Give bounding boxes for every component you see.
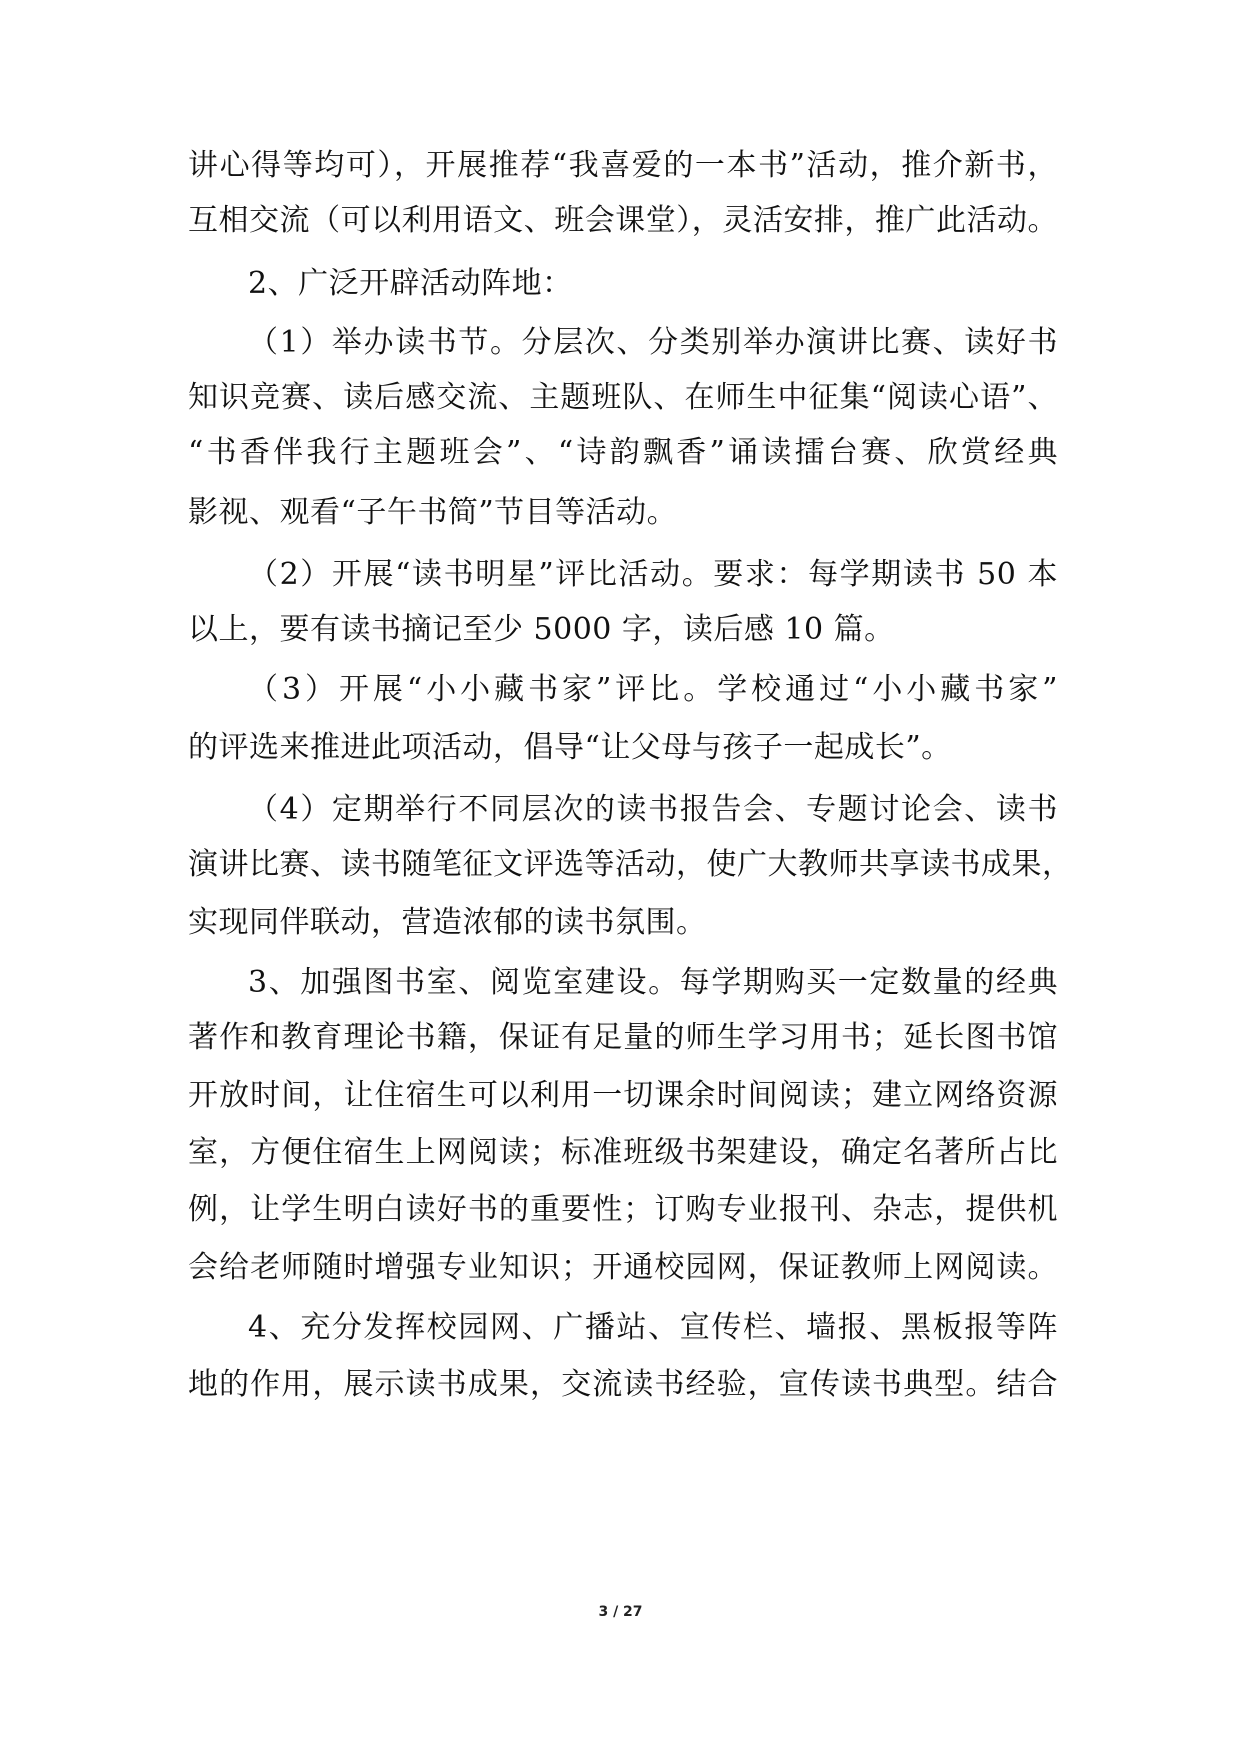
- text-line: 互相交流（可以利用语文、班会课堂），灵活安排，推广此活动。: [188, 203, 1058, 238]
- section-heading: 2、广泛开辟活动阵地：: [248, 266, 573, 301]
- text-line: （1）举办读书节。分层次、分类别举办演讲比赛、读好书: [248, 325, 1058, 360]
- text-line: （3）开展“小小藏书家”评比。学校通过“小小藏书家”: [248, 672, 1058, 707]
- text-line: 例，让学生明白读好书的重要性；订购专业报刊、杂志，提供机: [188, 1192, 1058, 1227]
- text-line: 的评选来推进此项活动，倡导“让父母与孩子一起成长”。: [188, 730, 952, 765]
- text-line: 以上，要有读书摘记至少 5000 字，读后感 10 篇。: [188, 612, 895, 647]
- text-line: 3、加强图书室、阅览室建设。每学期购买一定数量的经典: [248, 965, 1058, 1000]
- text-line: （4）定期举行不同层次的读书报告会、专题讨论会、读书: [248, 792, 1058, 827]
- text-line: 著作和教育理论书籍，保证有足量的师生学习用书；延长图书馆: [188, 1020, 1058, 1055]
- text-line: （2）开展“读书明星”评比活动。要求：每学期读书 50 本: [248, 557, 1058, 592]
- text-line: 知识竞赛、读后感交流、主题班队、在师生中征集“阅读心语”、: [188, 380, 1058, 415]
- text-line: 讲心得等均可），开展推荐“我喜爱的一本书”活动，推介新书，: [188, 148, 1058, 183]
- text-line: “书香伴我行主题班会”、“诗韵飘香”诵读擂台赛、欣赏经典: [188, 435, 1058, 470]
- text-line: 实现同伴联动，营造浓郁的读书氛围。: [188, 905, 707, 940]
- page-number: 3 / 27: [598, 1604, 643, 1620]
- text-line: 地的作用，展示读书成果，交流读书经验，宣传读书典型。结合: [188, 1367, 1058, 1402]
- text-line: 影视、观看“子午书简”节目等活动。: [188, 495, 678, 530]
- text-line: 4、充分发挥校园网、广播站、宣传栏、墙报、黑板报等阵: [248, 1310, 1058, 1345]
- text-line: 会给老师随时增强专业知识；开通校园网，保证教师上网阅读。: [188, 1250, 1058, 1285]
- text-line: 室，方便住宿生上网阅读；标准班级书架建设，确定名著所占比: [188, 1135, 1058, 1170]
- text-line: 演讲比赛、读书随笔征文评选等活动，使广大教师共享读书成果，: [188, 847, 1073, 882]
- text-line: 开放时间，让住宿生可以利用一切课余时间阅读；建立网络资源: [188, 1078, 1058, 1113]
